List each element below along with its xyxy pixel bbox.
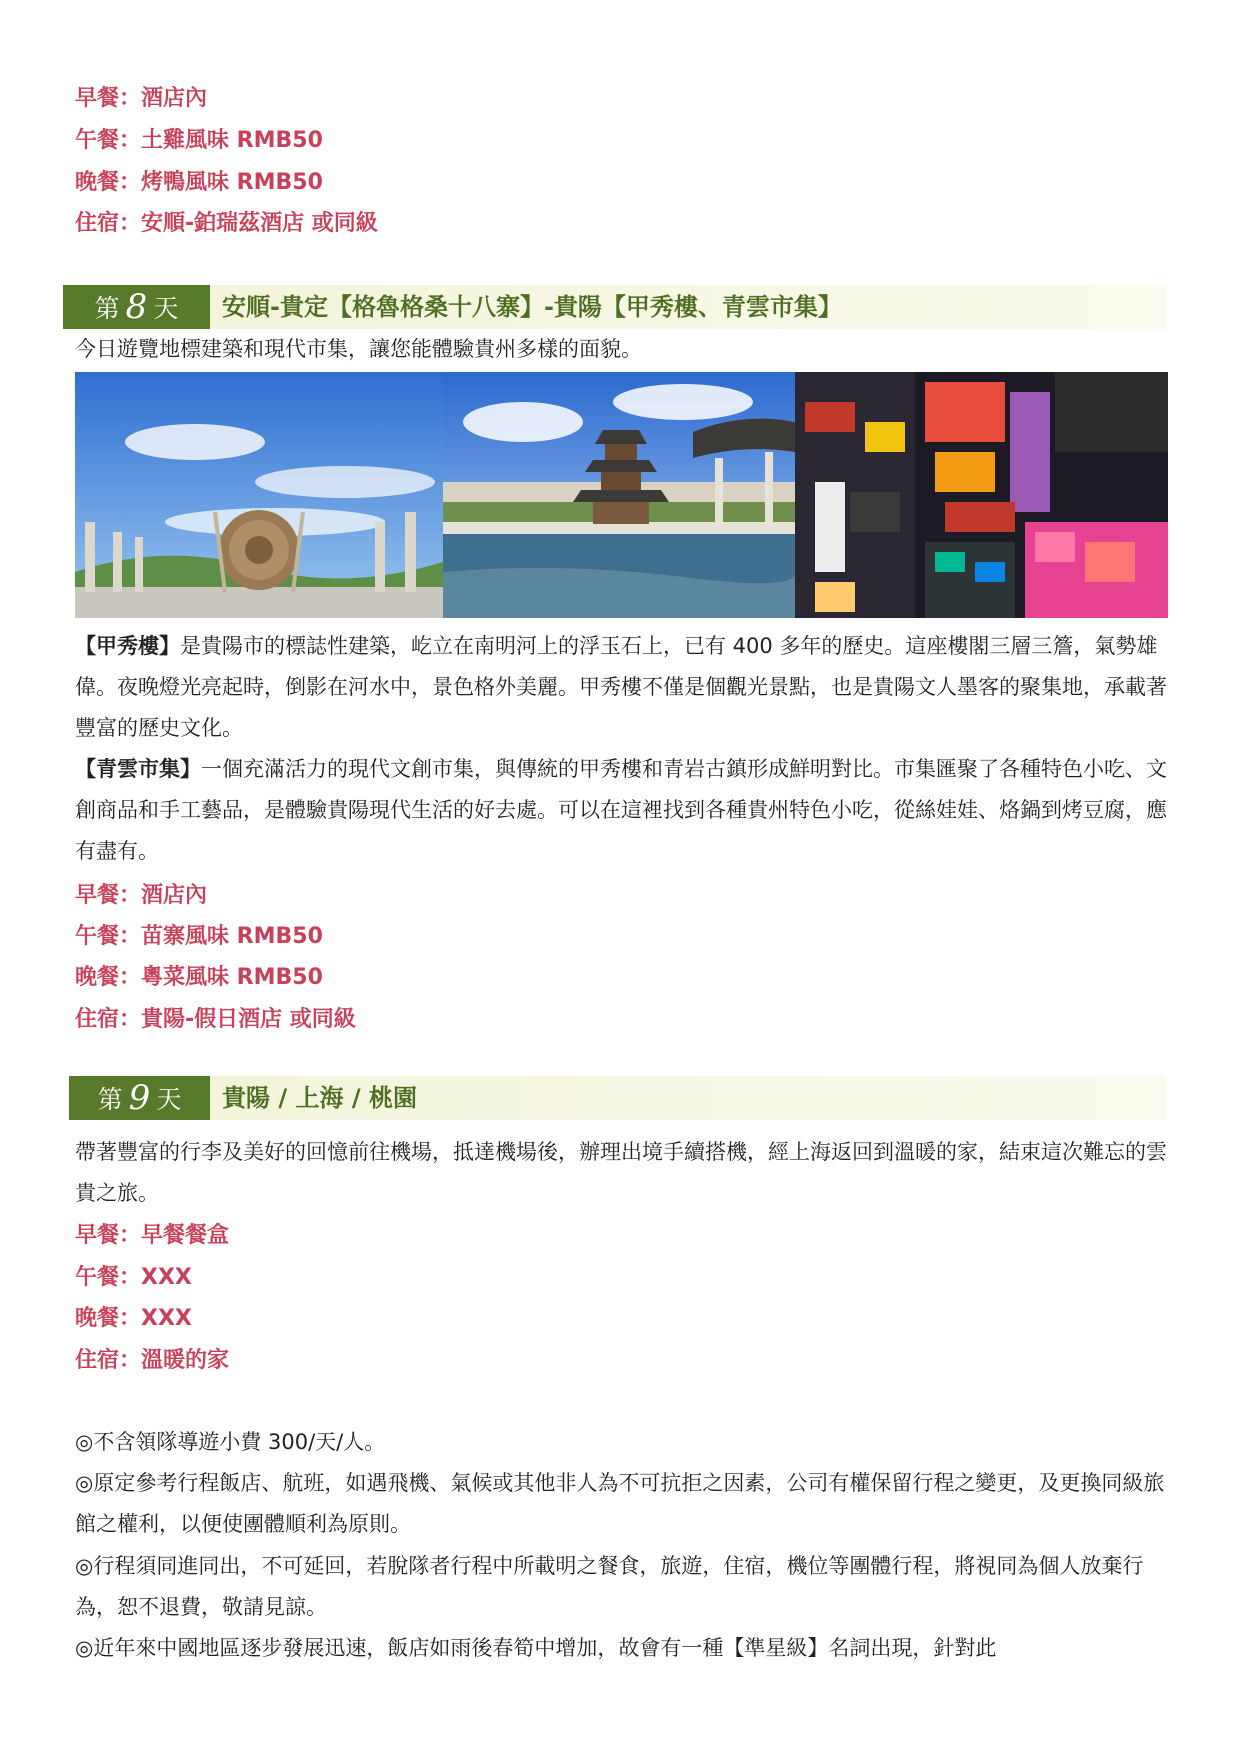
day8-badge xyxy=(63,285,210,329)
day9-breakfast: 早餐：早餐餐盒 xyxy=(75,1223,230,1248)
day7-dinner: 晚餐：烤鴨風味 RMB50 xyxy=(75,170,323,195)
day8-jiaxiu-description xyxy=(75,626,1170,749)
day8-hotel: 住宿：貴陽-假日酒店 或同級 xyxy=(75,1007,356,1032)
photo-qingyun-market xyxy=(795,372,1168,618)
photo-jiaxiu-tower xyxy=(443,372,795,618)
day8-header xyxy=(63,285,1167,329)
day7-breakfast: 早餐：酒店內 xyxy=(75,86,208,111)
day7-hotel: 住宿：安順-鉑瑞茲酒店 或同級 xyxy=(75,211,378,236)
day8-intro: 今日遊覽地標建築和現代市集，讓您能體驗貴州多樣的面貌。 xyxy=(75,337,642,361)
day9-title: 貴陽 / 上海 / 桃園 xyxy=(222,1084,417,1112)
note-star-rating: ◎近年來中國地區逐步發展迅速，飯店如雨後春筍中增加，故會有一種【準星級】名詞出現，針對此 xyxy=(75,1636,997,1660)
day9-header xyxy=(69,1076,1167,1120)
day8-dinner: 晚餐：粵菜風味 RMB50 xyxy=(75,965,323,990)
note-tips: ◎不含領隊導遊小費 300/天/人。 xyxy=(75,1430,386,1454)
day8-badge-number: 8 xyxy=(125,287,148,327)
qingyun-text: 一個充滿活力的現代文創市集，與傳統的甲秀樓和青岩古鎮形成鮮明對比。市集匯聚了各種特色小吃、文創商品和手工藝品，是體驗貴陽現代生活的好去處。可以在這裡找到各種貴州特色小吃，從絲娃娃、烙鍋到烤豆腐，應有盡有。 xyxy=(75,757,1167,863)
day9-badge xyxy=(69,1076,210,1120)
day8-photo-strip xyxy=(75,372,1168,618)
day8-badge-suffix: 天 xyxy=(153,294,179,323)
day8-qingyun-description xyxy=(75,749,1170,872)
day9-intro: 帶著豐富的行李及美好的回憶前往機場，抵達機場後，辦理出境手續搭機，經上海返回到溫暖的家，結束這次難忘的雲貴之旅。 xyxy=(75,1140,1167,1205)
day9-hotel: 住宿：溫暖的家 xyxy=(75,1348,230,1373)
day9-lunch: 午餐：XXX xyxy=(75,1265,192,1290)
day8-lunch: 午餐：苗寨風味 RMB50 xyxy=(75,924,323,949)
qingyun-heading: 【青雲市集】 xyxy=(75,757,201,781)
day9-badge-prefix: 第 xyxy=(97,1085,123,1114)
day9-badge-number: 9 xyxy=(128,1078,151,1118)
note-itinerary-change: ◎原定參考行程飯店、航班，如遇飛機、氣候或其他非人為不可抗拒之因素，公司有權保留行程之變更，及更換同級旅館之權利，以便使團體順利為原則。 xyxy=(75,1471,1165,1536)
jiaxiu-text: 是貴陽市的標誌性建築，屹立在南明河上的浮玉石上，已有 400 多年的歷史。這座樓閣三層三簷，氣勢雄偉。夜晚燈光亮起時，倒影在河水中，景色格外美麗。甲秀樓不僅是個觀光景點，也是貴陽文人墨客的聚集地，承載著豐富的歷史文化。 xyxy=(75,634,1167,740)
day7-lunch: 午餐：土雞風味 RMB50 xyxy=(75,128,323,153)
jiaxiu-heading: 【甲秀樓】 xyxy=(75,634,180,658)
day9-badge-suffix: 天 xyxy=(156,1085,182,1114)
day8-breakfast: 早餐：酒店內 xyxy=(75,883,208,908)
day9-dinner: 晚餐：XXX xyxy=(75,1306,192,1331)
day8-badge-prefix: 第 xyxy=(94,294,120,323)
day8-title: 安順-貴定【格魯格桑十八寨】-貴陽【甲秀樓、青雲市集】 xyxy=(222,293,842,321)
photo-gelugesang-village xyxy=(75,372,443,618)
note-group-travel: ◎行程須同進同出，不可延回，若脫隊者行程中所載明之餐食，旅遊，住宿，機位等團體行程，將視同為個人放棄行為，恕不退費，敬請見諒。 xyxy=(75,1554,1144,1619)
